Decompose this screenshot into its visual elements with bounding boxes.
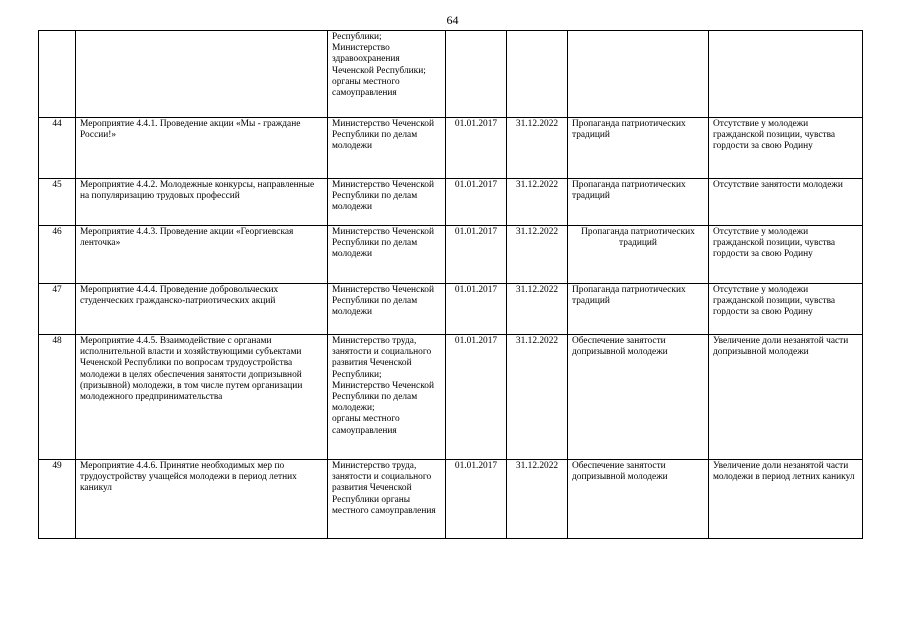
table-row xyxy=(39,460,863,539)
risk-cell: Отсутствие у молодежи гражданской позиции, чувства гордости за свою Родину xyxy=(709,226,863,284)
row-number-cell: 44 xyxy=(39,118,76,179)
result-cell: Обеспечение занятости допризывной молодежи xyxy=(568,335,709,460)
executor-cell: Министерство труда, занятости и социального развития Чеченской Республики; Министерство Чеченской Республики по делам молодежи; органы местного самоуправления xyxy=(328,335,446,460)
end-date-cell: 31.12.2022 xyxy=(507,226,568,284)
start-date-cell: 01.01.2017 xyxy=(446,284,507,335)
event-cell: Мероприятие 4.4.3. Проведение акции «Георгиевская ленточка» xyxy=(76,226,328,284)
row-number-cell: 46 xyxy=(39,226,76,284)
table-row xyxy=(39,118,863,179)
row-number-cell: 47 xyxy=(39,284,76,335)
table-row xyxy=(39,284,863,335)
event-cell: Мероприятие 4.4.5. Взаимодействие с органами исполнительной власти и хозяйствующими субъектами Чеченской Республики по вопросам трудоустройства молодежи в целях обеспечения занятости допризывной (призывной) молодежи, в том числе путем организации молодежного предпринимательства xyxy=(76,335,328,460)
start-date-cell: 01.01.2017 xyxy=(446,179,507,226)
risk-cell: Отсутствие занятости молодежи xyxy=(709,179,863,226)
end-date-cell xyxy=(507,31,568,118)
risk-cell: Отсутствие у молодежи гражданской позиции, чувства гордости за свою Родину xyxy=(709,118,863,179)
start-date-cell: 01.01.2017 xyxy=(446,226,507,284)
risk-cell: Увеличение доли незанятой части допризывной молодежи xyxy=(709,335,863,460)
start-date-cell xyxy=(446,31,507,118)
table-row xyxy=(39,335,863,460)
row-number-cell: 45 xyxy=(39,179,76,226)
measures-table xyxy=(38,30,863,539)
executor-cell: Министерство Чеченской Республики по делам молодежи xyxy=(328,118,446,179)
result-cell: Обеспечение занятости допризывной молодежи xyxy=(568,460,709,539)
end-date-cell: 31.12.2022 xyxy=(507,335,568,460)
event-cell xyxy=(76,31,328,118)
row-number-cell: 48 xyxy=(39,335,76,460)
end-date-cell: 31.12.2022 xyxy=(507,179,568,226)
start-date-cell: 01.01.2017 xyxy=(446,118,507,179)
row-number-cell: 49 xyxy=(39,460,76,539)
result-cell: Пропаганда патриотических традиций xyxy=(568,226,709,284)
end-date-cell: 31.12.2022 xyxy=(507,118,568,179)
start-date-cell: 01.01.2017 xyxy=(446,335,507,460)
result-cell: Пропаганда патриотических традиций xyxy=(568,118,709,179)
executor-cell: Министерство труда, занятости и социального развития Чеченской Республики органы местного самоуправления xyxy=(328,460,446,539)
executor-cell: Республики; Министерство здравоохранения Чеченской Республики; органы местного самоуправления xyxy=(328,31,446,118)
event-cell: Мероприятие 4.4.2. Молодежные конкурсы, направленные на популяризацию трудовых профессий xyxy=(76,179,328,226)
table-row xyxy=(39,226,863,284)
page-number: 64 xyxy=(446,13,459,27)
result-cell: Пропаганда патриотических традиций xyxy=(568,179,709,226)
risk-cell xyxy=(709,31,863,118)
end-date-cell: 31.12.2022 xyxy=(507,460,568,539)
event-cell: Мероприятие 4.4.6. Принятие необходимых мер по трудоустройству учащейся молодежи в период летних каникул xyxy=(76,460,328,539)
risk-cell: Отсутствие у молодежи гражданской позиции, чувства гордости за свою Родину xyxy=(709,284,863,335)
table-row xyxy=(39,179,863,226)
start-date-cell: 01.01.2017 xyxy=(446,460,507,539)
executor-cell: Министерство Чеченской Республики по делам молодежи xyxy=(328,179,446,226)
result-cell: Пропаганда патриотических традиций xyxy=(568,284,709,335)
event-cell: Мероприятие 4.4.4. Проведение добровольческих студенческих гражданско-патриотических акций xyxy=(76,284,328,335)
executor-cell: Министерство Чеченской Республики по делам молодежи xyxy=(328,284,446,335)
end-date-cell: 31.12.2022 xyxy=(507,284,568,335)
risk-cell: Увеличение доли незанятой части молодежи в период летних каникул xyxy=(709,460,863,539)
result-cell xyxy=(568,31,709,118)
event-cell: Мероприятие 4.4.1. Проведение акции «Мы - граждане России!» xyxy=(76,118,328,179)
executor-cell: Министерство Чеченской Республики по делам молодежи xyxy=(328,226,446,284)
row-number-cell xyxy=(39,31,76,118)
table-row-continuation xyxy=(39,31,863,118)
